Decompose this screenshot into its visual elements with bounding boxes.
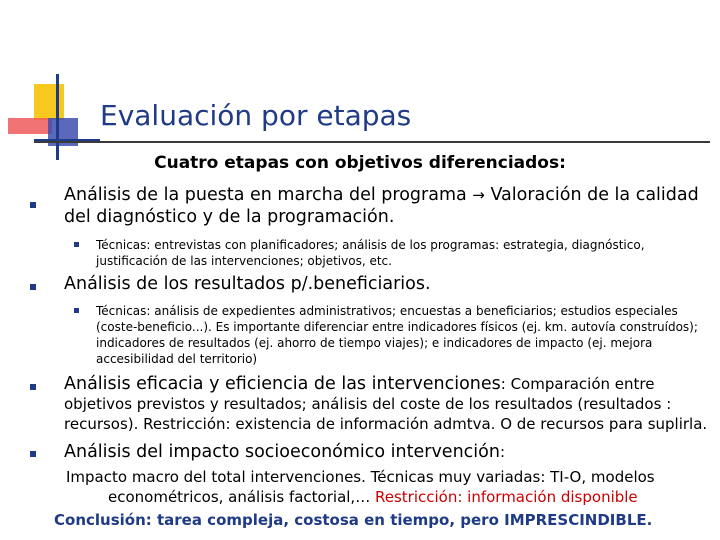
slide-title: Evaluación por etapas [100,99,412,132]
stage-4-restriction: Restricción: información disponible [374,488,638,506]
bullet-icon [30,384,36,390]
bullet-icon [30,202,36,208]
stage-1-description: Valoración de la calidad del diagnóstico y de la programación. [64,185,699,227]
stage-4 [64,441,714,463]
stage-3-title: Análisis eficacia y eficiencia de las intervenciones [64,374,501,394]
stage-3 [64,374,714,434]
bullet-icon [30,451,36,457]
slide-subtitle: Cuatro etapas con objetivos diferenciados: [154,153,566,173]
stage-2 [64,273,714,295]
stage-1 [64,184,714,228]
stage-4-line-2 [108,488,638,507]
stage-2-title: Análisis de los resultados p/.beneficiarios [64,274,425,294]
arrow-icon: → [472,186,485,204]
stage-1-techniques: Técnicas: entrevistas con planificadores; análisis de los programas: estrategia, diagnóstico, justificación de las intervenciones; objetivos, etc. [96,238,645,268]
stage-2-punct: . [425,274,431,294]
stage-4-techniques: econométricos, análisis factorial,… [108,488,371,506]
stage-4-line-1: Impacto macro del total intervenciones. Técnicas muy variadas: TI-O, modelos [66,468,655,486]
stage-3-description: : Comparación entre objetivos previstos y resultados; análisis del coste de los resultados (resultados : recursos). Restricción: existencia de información admtva. O de recursos para suplirla. [64,375,708,433]
slide-logo [0,0,100,170]
bullet-icon [74,242,79,247]
conclusion: Conclusión: tarea compleja, costosa en tiempo, pero IMPRESCINDIBLE. [54,511,653,529]
title-divider [34,141,710,143]
stage-2-techniques: Técnicas: análisis de expedientes administrativos; encuestas a beneficiarios; estudios especiales (coste-beneficio...). Es importante diferenciar entre indicadores físicos (ej. km. autovía construídos); indicadores de resultados (ej. ahorro de tiempo viajes); e indicadores de impacto (ej. mejora accesibilidad del territorio) [96,304,698,366]
stage-1-title: Análisis de la puesta en marcha del programa [64,185,467,205]
bullet-icon [74,308,79,313]
stage-4-punct: : [499,443,506,461]
stage-4-title: Análisis del impacto socioeconómico intervención [64,442,500,462]
bullet-icon [30,284,36,290]
